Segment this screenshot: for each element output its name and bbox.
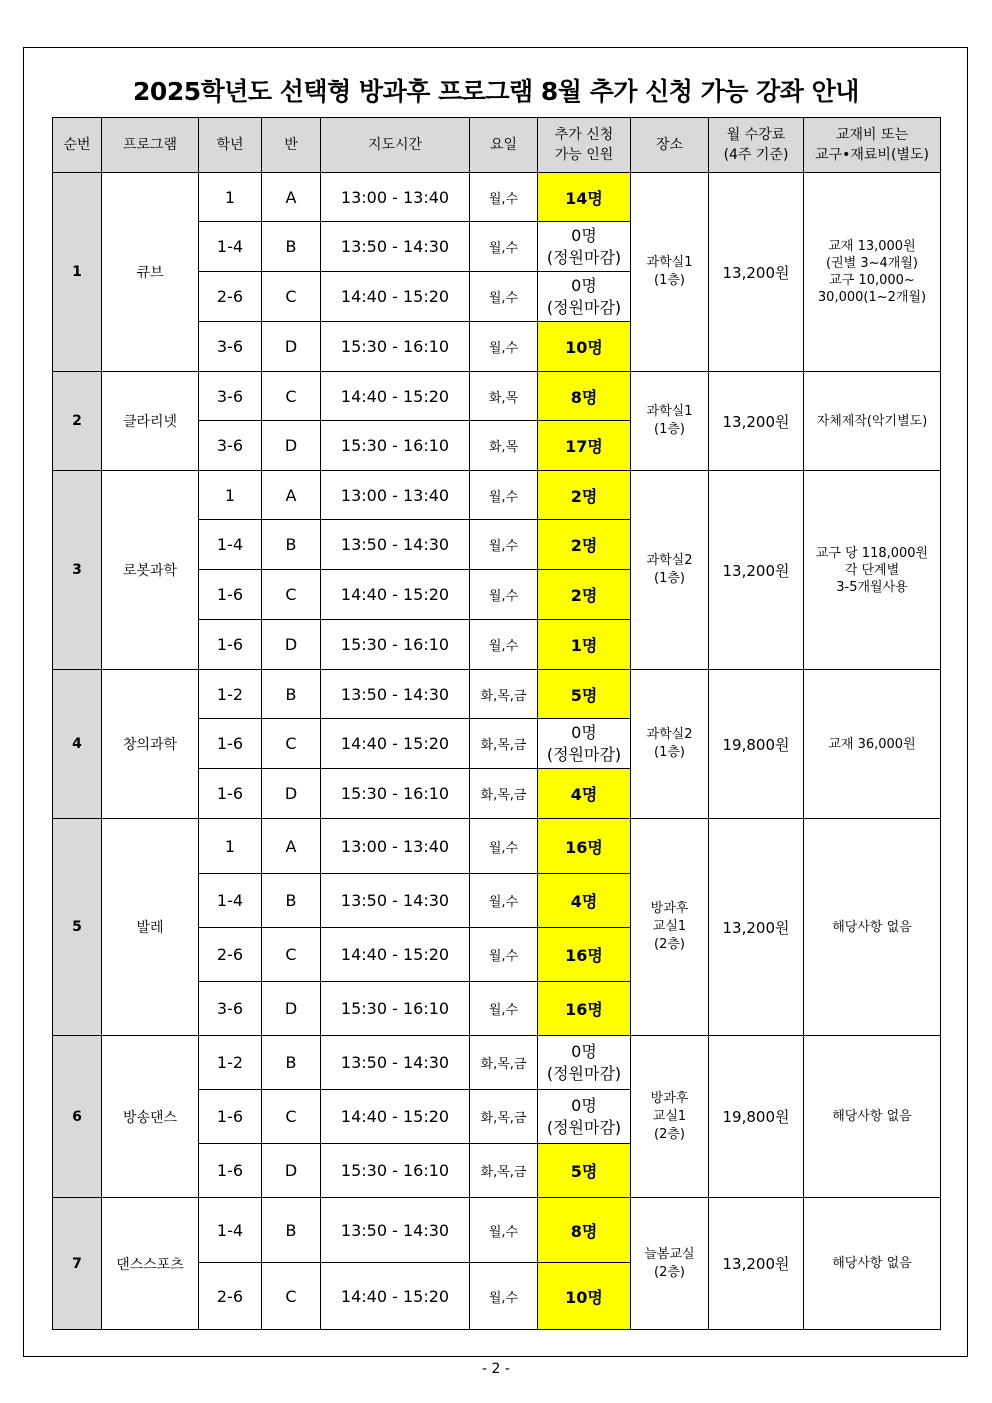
time-cell: 13:50 - 14:30 — [321, 520, 470, 570]
time-cell: 14:40 - 15:20 — [321, 372, 470, 421]
grade-cell: 1-4 — [199, 874, 262, 928]
time-cell: 14:40 - 15:20 — [321, 928, 470, 982]
available-cell — [538, 1036, 631, 1090]
day-cell: 월,수 — [470, 1198, 538, 1263]
class-cell: D — [262, 982, 321, 1036]
header-grade: 학년 — [199, 118, 262, 173]
available-cell — [538, 372, 631, 421]
table-row — [53, 670, 941, 719]
grade-cell: 1 — [199, 173, 262, 222]
materials-cell — [804, 173, 941, 372]
materials-line: 각 단계별 — [844, 562, 900, 578]
day-cell: 월,수 — [470, 1263, 538, 1330]
day-cell: 월,수 — [470, 570, 538, 620]
class-cell: D — [262, 1144, 321, 1198]
place-line: (1층) — [654, 745, 685, 760]
closed-note: (정원마감) — [546, 1063, 622, 1083]
available-cell — [538, 982, 631, 1036]
program-name: 클라리넷 — [102, 372, 199, 471]
available-count: 4명 — [570, 892, 598, 911]
grade-cell: 3-6 — [199, 372, 262, 421]
program-number: 2 — [53, 372, 102, 471]
time-cell: 14:40 - 15:20 — [321, 719, 470, 769]
table-body — [53, 173, 941, 1330]
day-cell: 화,목,금 — [470, 1090, 538, 1144]
available-count: 5명 — [570, 1162, 598, 1181]
class-cell: D — [262, 620, 321, 670]
time-cell: 15:30 - 16:10 — [321, 1144, 470, 1198]
header-materials — [804, 118, 941, 173]
day-cell: 월,수 — [470, 928, 538, 982]
materials-cell — [804, 1198, 941, 1330]
day-cell: 월,수 — [470, 520, 538, 570]
table-row — [53, 1036, 941, 1090]
time-cell: 14:40 - 15:20 — [321, 570, 470, 620]
available-cell — [538, 928, 631, 982]
available-count: 2명 — [570, 486, 598, 506]
available-count: 16명 — [565, 1000, 603, 1019]
grade-cell: 2-6 — [199, 928, 262, 982]
materials-line: 자체제작(악기별도) — [816, 413, 928, 429]
available-count: 0명 — [571, 722, 597, 742]
grade-cell: 1-6 — [199, 719, 262, 769]
grade-cell: 1-2 — [199, 1036, 262, 1090]
header-available-line1: 추가 신청 — [554, 127, 614, 143]
materials-line: 3-5개월사용 — [836, 579, 908, 595]
available-count: 2명 — [570, 536, 598, 555]
available-cell — [538, 719, 631, 769]
time-cell: 15:30 - 16:10 — [321, 769, 470, 819]
place-line: 교실1 — [652, 919, 687, 934]
available-cell — [538, 620, 631, 670]
place-line: 과학실1 — [646, 404, 693, 419]
place-cell — [631, 1198, 709, 1330]
header-fee-line2: (4주 기준) — [723, 147, 789, 163]
day-cell: 월,수 — [470, 874, 538, 928]
grade-cell: 1-6 — [199, 620, 262, 670]
time-cell: 13:50 - 14:30 — [321, 1036, 470, 1090]
place-line: 늘봄교실 — [644, 1246, 695, 1262]
place-cell — [631, 819, 709, 1036]
grade-cell: 2-6 — [199, 1263, 262, 1330]
materials-cell — [804, 819, 941, 1036]
day-cell: 월,수 — [470, 222, 538, 272]
fee-cell: 13,200원 — [709, 1198, 804, 1330]
available-count: 0명 — [571, 1095, 597, 1115]
class-cell: D — [262, 421, 321, 471]
materials-line: 교구 당 118,000원 — [815, 545, 929, 561]
time-cell: 13:50 - 14:30 — [321, 874, 470, 928]
available-cell — [538, 471, 631, 520]
header-time: 지도시간 — [321, 118, 470, 173]
program-name: 발레 — [102, 819, 199, 1036]
day-cell: 화,목,금 — [470, 719, 538, 769]
available-count: 5명 — [570, 685, 598, 705]
available-cell — [538, 272, 631, 322]
available-cell — [538, 570, 631, 620]
available-count: 10명 — [565, 1287, 603, 1307]
class-cell: C — [262, 1090, 321, 1144]
class-cell: B — [262, 874, 321, 928]
fee-cell: 19,800원 — [709, 670, 804, 819]
class-cell: D — [262, 769, 321, 819]
fee-cell: 13,200원 — [709, 173, 804, 372]
day-cell: 화,목,금 — [470, 670, 538, 719]
grade-cell: 1 — [199, 819, 262, 874]
available-count: 8명 — [570, 1221, 598, 1241]
class-cell: B — [262, 222, 321, 272]
time-cell: 15:30 - 16:10 — [321, 322, 470, 372]
materials-cell — [804, 1036, 941, 1198]
grade-cell: 2-6 — [199, 272, 262, 322]
place-cell — [631, 372, 709, 471]
day-cell: 월,수 — [470, 272, 538, 322]
materials-line: 교재 13,000원 — [828, 239, 916, 254]
grade-cell: 3-6 — [199, 322, 262, 372]
grade-cell: 1-6 — [199, 1090, 262, 1144]
program-name: 창의과학 — [102, 670, 199, 819]
closed-note: (정원마감) — [546, 297, 622, 317]
header-available — [538, 118, 631, 173]
grade-cell: 3-6 — [199, 982, 262, 1036]
class-cell: A — [262, 819, 321, 874]
materials-cell — [804, 372, 941, 471]
fee-cell: 19,800원 — [709, 1036, 804, 1198]
class-cell: B — [262, 1198, 321, 1263]
program-table — [52, 117, 941, 1330]
time-cell: 15:30 - 16:10 — [321, 421, 470, 471]
class-cell: B — [262, 670, 321, 719]
class-cell: C — [262, 272, 321, 322]
available-count: 14명 — [565, 188, 603, 208]
place-line: 과학실2 — [646, 553, 693, 568]
day-cell: 월,수 — [470, 471, 538, 520]
available-cell — [538, 769, 631, 819]
closed-note: (정원마감) — [546, 1117, 622, 1137]
day-cell: 화,목 — [470, 372, 538, 421]
program-number: 6 — [53, 1036, 102, 1198]
available-cell — [538, 1198, 631, 1263]
available-cell — [538, 322, 631, 372]
time-cell: 13:00 - 13:40 — [321, 819, 470, 874]
header-available-line2: 가능 인원 — [554, 147, 614, 163]
time-cell: 14:40 - 15:20 — [321, 272, 470, 322]
place-line: (2층) — [654, 937, 685, 952]
available-count: 4명 — [570, 785, 598, 804]
place-line: (1층) — [654, 422, 685, 437]
available-cell — [538, 1090, 631, 1144]
table-row — [53, 173, 941, 222]
available-count: 1명 — [570, 636, 598, 655]
materials-line: 해당사항 없음 — [832, 1109, 912, 1124]
class-cell: D — [262, 322, 321, 372]
time-cell: 14:40 - 15:20 — [321, 1090, 470, 1144]
grade-cell: 1-6 — [199, 1144, 262, 1198]
place-line: (1층) — [654, 273, 685, 288]
available-count: 8명 — [570, 387, 598, 407]
program-number: 5 — [53, 819, 102, 1036]
program-name: 로봇과학 — [102, 471, 199, 670]
grade-cell: 3-6 — [199, 421, 262, 471]
materials-cell — [804, 471, 941, 670]
place-line: 과학실1 — [646, 255, 693, 270]
available-count: 16명 — [565, 946, 603, 965]
day-cell: 월,수 — [470, 173, 538, 222]
day-cell: 월,수 — [470, 982, 538, 1036]
materials-cell — [804, 670, 941, 819]
program-number: 1 — [53, 173, 102, 372]
available-count: 17명 — [565, 437, 603, 456]
available-count: 10명 — [565, 338, 603, 357]
available-count: 16명 — [565, 837, 603, 857]
place-cell — [631, 670, 709, 819]
program-name: 방송댄스 — [102, 1036, 199, 1198]
day-cell: 화,목,금 — [470, 1144, 538, 1198]
fee-cell: 13,200원 — [709, 819, 804, 1036]
materials-line: 30,000(1~2개월) — [817, 290, 927, 305]
place-line: 과학실2 — [646, 727, 693, 742]
time-cell: 13:50 - 14:30 — [321, 222, 470, 272]
place-line: 방과후 — [650, 1090, 689, 1106]
program-number: 4 — [53, 670, 102, 819]
closed-note: (정원마감) — [546, 744, 622, 764]
available-cell — [538, 1144, 631, 1198]
materials-line: (권별 3~4개월) — [826, 256, 918, 271]
table-header-row — [53, 118, 941, 173]
program-number: 3 — [53, 471, 102, 670]
class-cell: A — [262, 173, 321, 222]
header-day: 요일 — [470, 118, 538, 173]
available-count: 0명 — [571, 1041, 597, 1061]
day-cell: 월,수 — [470, 819, 538, 874]
place-line: (1층) — [654, 571, 685, 586]
available-cell — [538, 874, 631, 928]
time-cell: 13:50 - 14:30 — [321, 1198, 470, 1263]
time-cell: 15:30 - 16:10 — [321, 982, 470, 1036]
grade-cell: 1-4 — [199, 520, 262, 570]
header-class: 반 — [262, 118, 321, 173]
class-cell: C — [262, 928, 321, 982]
place-line: (2층) — [654, 1264, 685, 1280]
page-title: 2025학년도 선택형 방과후 프로그램 8월 추가 신청 가능 강좌 안내 — [133, 77, 859, 106]
day-cell: 화,목,금 — [470, 1036, 538, 1090]
class-cell: A — [262, 471, 321, 520]
day-cell: 월,수 — [470, 620, 538, 670]
fee-cell: 13,200원 — [709, 471, 804, 670]
available-cell — [538, 1263, 631, 1330]
day-cell: 화,목 — [470, 421, 538, 471]
place-cell — [631, 173, 709, 372]
table-row — [53, 471, 941, 520]
program-number: 7 — [53, 1198, 102, 1330]
class-cell: B — [262, 1036, 321, 1090]
grade-cell: 1 — [199, 471, 262, 520]
materials-line: 해당사항 없음 — [832, 1256, 912, 1271]
header-fee-line1: 월 수강료 — [726, 127, 786, 143]
grade-cell: 1-6 — [199, 570, 262, 620]
closed-note: (정원마감) — [546, 247, 622, 267]
time-cell: 13:00 - 13:40 — [321, 471, 470, 520]
time-cell: 15:30 - 16:10 — [321, 620, 470, 670]
header-materials-line2: 교구•재료비(별도) — [815, 147, 929, 163]
class-cell: C — [262, 1263, 321, 1330]
header-fee — [709, 118, 804, 173]
available-cell — [538, 222, 631, 272]
header-materials-line1: 교재비 또는 — [835, 127, 909, 143]
materials-line: 교구 10,000~ — [829, 273, 915, 288]
class-cell: C — [262, 719, 321, 769]
class-cell: B — [262, 520, 321, 570]
available-count: 2명 — [570, 586, 598, 605]
time-cell: 13:00 - 13:40 — [321, 173, 470, 222]
place-cell — [631, 471, 709, 670]
available-cell — [538, 520, 631, 570]
table-row — [53, 819, 941, 874]
time-cell: 13:50 - 14:30 — [321, 670, 470, 719]
place-line: 방과후 — [650, 901, 689, 916]
available-cell — [538, 819, 631, 874]
day-cell: 월,수 — [470, 322, 538, 372]
day-cell: 화,목,금 — [470, 769, 538, 819]
place-cell — [631, 1036, 709, 1198]
header-program: 프로그램 — [102, 118, 199, 173]
program-name: 큐브 — [102, 173, 199, 372]
available-cell — [538, 421, 631, 471]
grade-cell: 1-2 — [199, 670, 262, 719]
class-cell: C — [262, 570, 321, 620]
available-cell — [538, 670, 631, 719]
table-row — [53, 372, 941, 421]
time-cell: 14:40 - 15:20 — [321, 1263, 470, 1330]
grade-cell: 1-4 — [199, 1198, 262, 1263]
available-count: 0명 — [571, 275, 597, 295]
grade-cell: 1-6 — [199, 769, 262, 819]
header-no: 순번 — [53, 118, 102, 173]
available-count: 0명 — [571, 225, 597, 245]
fee-cell: 13,200원 — [709, 372, 804, 471]
page-number: - 2 - — [482, 1361, 510, 1377]
available-cell — [538, 173, 631, 222]
header-place: 장소 — [631, 118, 709, 173]
program-name: 댄스스포츠 — [102, 1198, 199, 1330]
materials-line: 교재 36,000원 — [828, 736, 916, 752]
materials-line: 해당사항 없음 — [832, 919, 912, 935]
table-row — [53, 1198, 941, 1263]
grade-cell: 1-4 — [199, 222, 262, 272]
place-line: 교실1 — [652, 1108, 687, 1124]
place-line: (2층) — [654, 1126, 685, 1142]
class-cell: C — [262, 372, 321, 421]
